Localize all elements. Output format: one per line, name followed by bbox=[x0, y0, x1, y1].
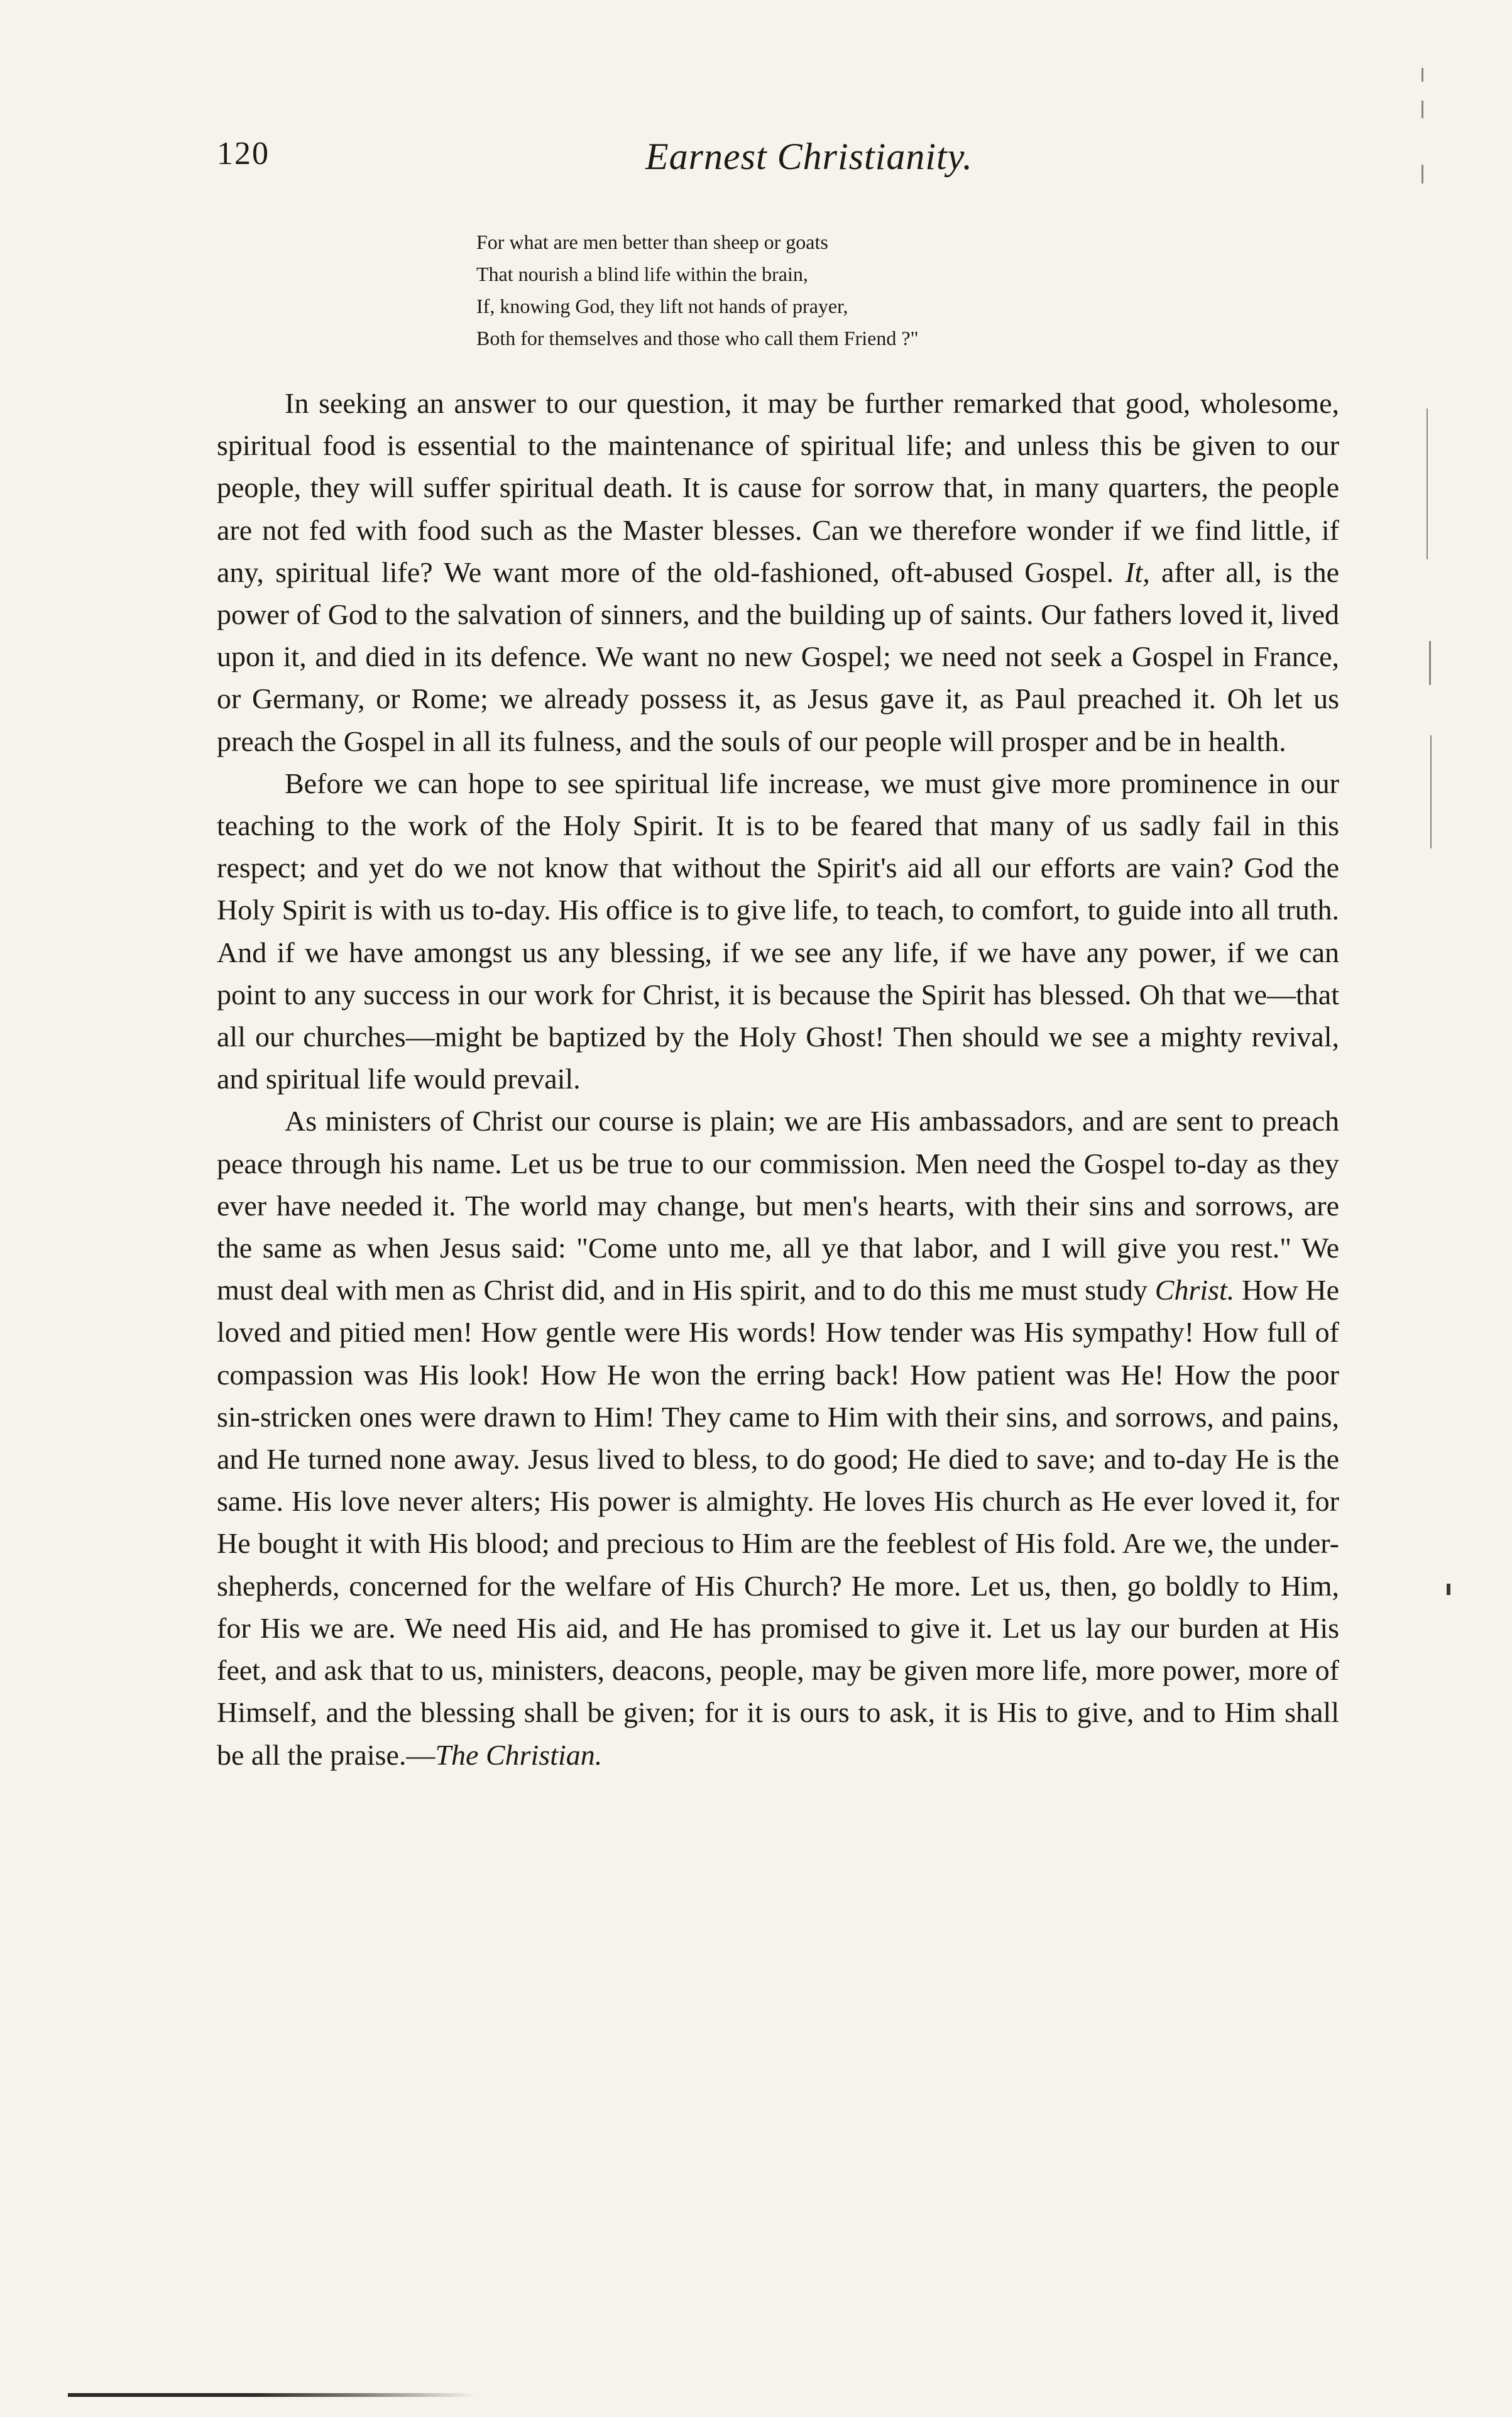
paragraph bbox=[217, 1100, 1339, 1775]
body-text bbox=[217, 382, 1339, 1776]
paragraph-text: As ministers of Christ our course is plain; we are His ambassadors, and are sent to preach peace through his name. Let us be true to our commission. Men need the Gospel to-day as they ever have needed it. The world may change, but men's hearts, with their sins and sorrows, are the same as when Jesus said: "Come unto me, all ye that labor, and I will give you rest." We must deal with men as Christ did, and in His spirit, and to do this me must study bbox=[217, 1105, 1339, 1307]
margin-mark bbox=[1427, 408, 1428, 559]
italic-text: Christ. bbox=[1154, 1274, 1235, 1307]
source-attribution: The Christian. bbox=[435, 1738, 603, 1771]
margin-mark bbox=[1430, 735, 1432, 848]
margin-mark bbox=[1422, 68, 1423, 82]
footer-rule bbox=[68, 2393, 476, 2397]
poem-line: Both for themselves and those who call them Friend ?" bbox=[476, 327, 919, 349]
running-title: Earnest Christianity. bbox=[645, 136, 973, 177]
margin-mark bbox=[1429, 641, 1431, 685]
paragraph bbox=[217, 382, 1339, 762]
margin-mark bbox=[1422, 165, 1423, 184]
margin-mark bbox=[1422, 101, 1423, 118]
paragraph-text: Before we can hope to see spiritual life increase, we must give more prominence in our teaching to the work of the Holy Spirit. It is to be feared that many of us sadly fail in this respect; and yet do we not know that without the Spirit's aid all our efforts are vain? God the Holy Spirit is with us to-day. His office is to give life, to teach, to comfort, to guide into all truth. And if we have amongst us any blessing, if we see any life, if we have any power, if we can point to any success in our work for Christ, it is because the Spirit has blessed. Oh that we—that all our churches—might be baptized by the Holy Ghost! Then should we see a mighty revival, and spiritual life would prevail. bbox=[217, 767, 1339, 1095]
italic-text: It, bbox=[1125, 556, 1150, 588]
margin-mark bbox=[1447, 1584, 1450, 1595]
paragraph-text: In seeking an answer to our question, it may be further remarked that good, wholesome, spiritual food is essential to the maintenance of spiritual life; and unless this be given to our people, they will suffer spiritual death. It is cause for sorrow that, in many quarters, the people are not fed with food such as the Master blesses. Can we therefore wonder if we find little, if any, spiritual life? We want more of the old-fashioned, oft-abused Gospel. bbox=[217, 387, 1339, 588]
poem-line: For what are men better than sheep or goats bbox=[476, 231, 828, 253]
poem-line: If, knowing God, they lift not hands of prayer, bbox=[476, 295, 848, 317]
page-number: 120 bbox=[217, 136, 270, 172]
paragraph-text: How He loved and pitied men! How gentle were His words! How tender was His sympathy! How full of compassion was His look! How He won the erring back! How patient was He! How the poor sin-stricken ones were drawn to Him! They came to Him with their sins, and sorrows, and pains, and He turned none away. Jesus lived to bless, to do good; He died to save; and to-day He is the same. His love never alters; His power is almighty. He loves His church as He ever loved it, for He bought it with His blood; and precious to Him are the feeblest of His fold. Are we, the under-shepherds, concerned for the welfare of His Church? He more. Let us, then, go boldly to Him, for His we are. We need His aid, and He has promised to give it. Let us lay our burden at His feet, and ask that to us, ministers, deacons, people, may be given more life, more power, more of Himself, and the blessing shall be given; for it is ours to ask, it is His to give, and to Him shall be all the praise.— bbox=[217, 1274, 1339, 1771]
page-header bbox=[217, 135, 1401, 185]
paragraph bbox=[217, 762, 1339, 1100]
poem-quote bbox=[476, 226, 1293, 354]
paragraph-text: after all, is the power of God to the salvation of sinners, and the building up of saints. Our fathers loved it, lived upon it, and died in its defence. We want no new Gospel; we need not seek a Gospel in France, or Germany, or Rome; we already possess it, as Jesus gave it, as Paul preached it. Oh let us preach the Gospel in all its fulness, and the souls of our people will prosper and be in health. bbox=[217, 556, 1339, 757]
poem-line: That nourish a blind life within the brain, bbox=[476, 263, 808, 285]
